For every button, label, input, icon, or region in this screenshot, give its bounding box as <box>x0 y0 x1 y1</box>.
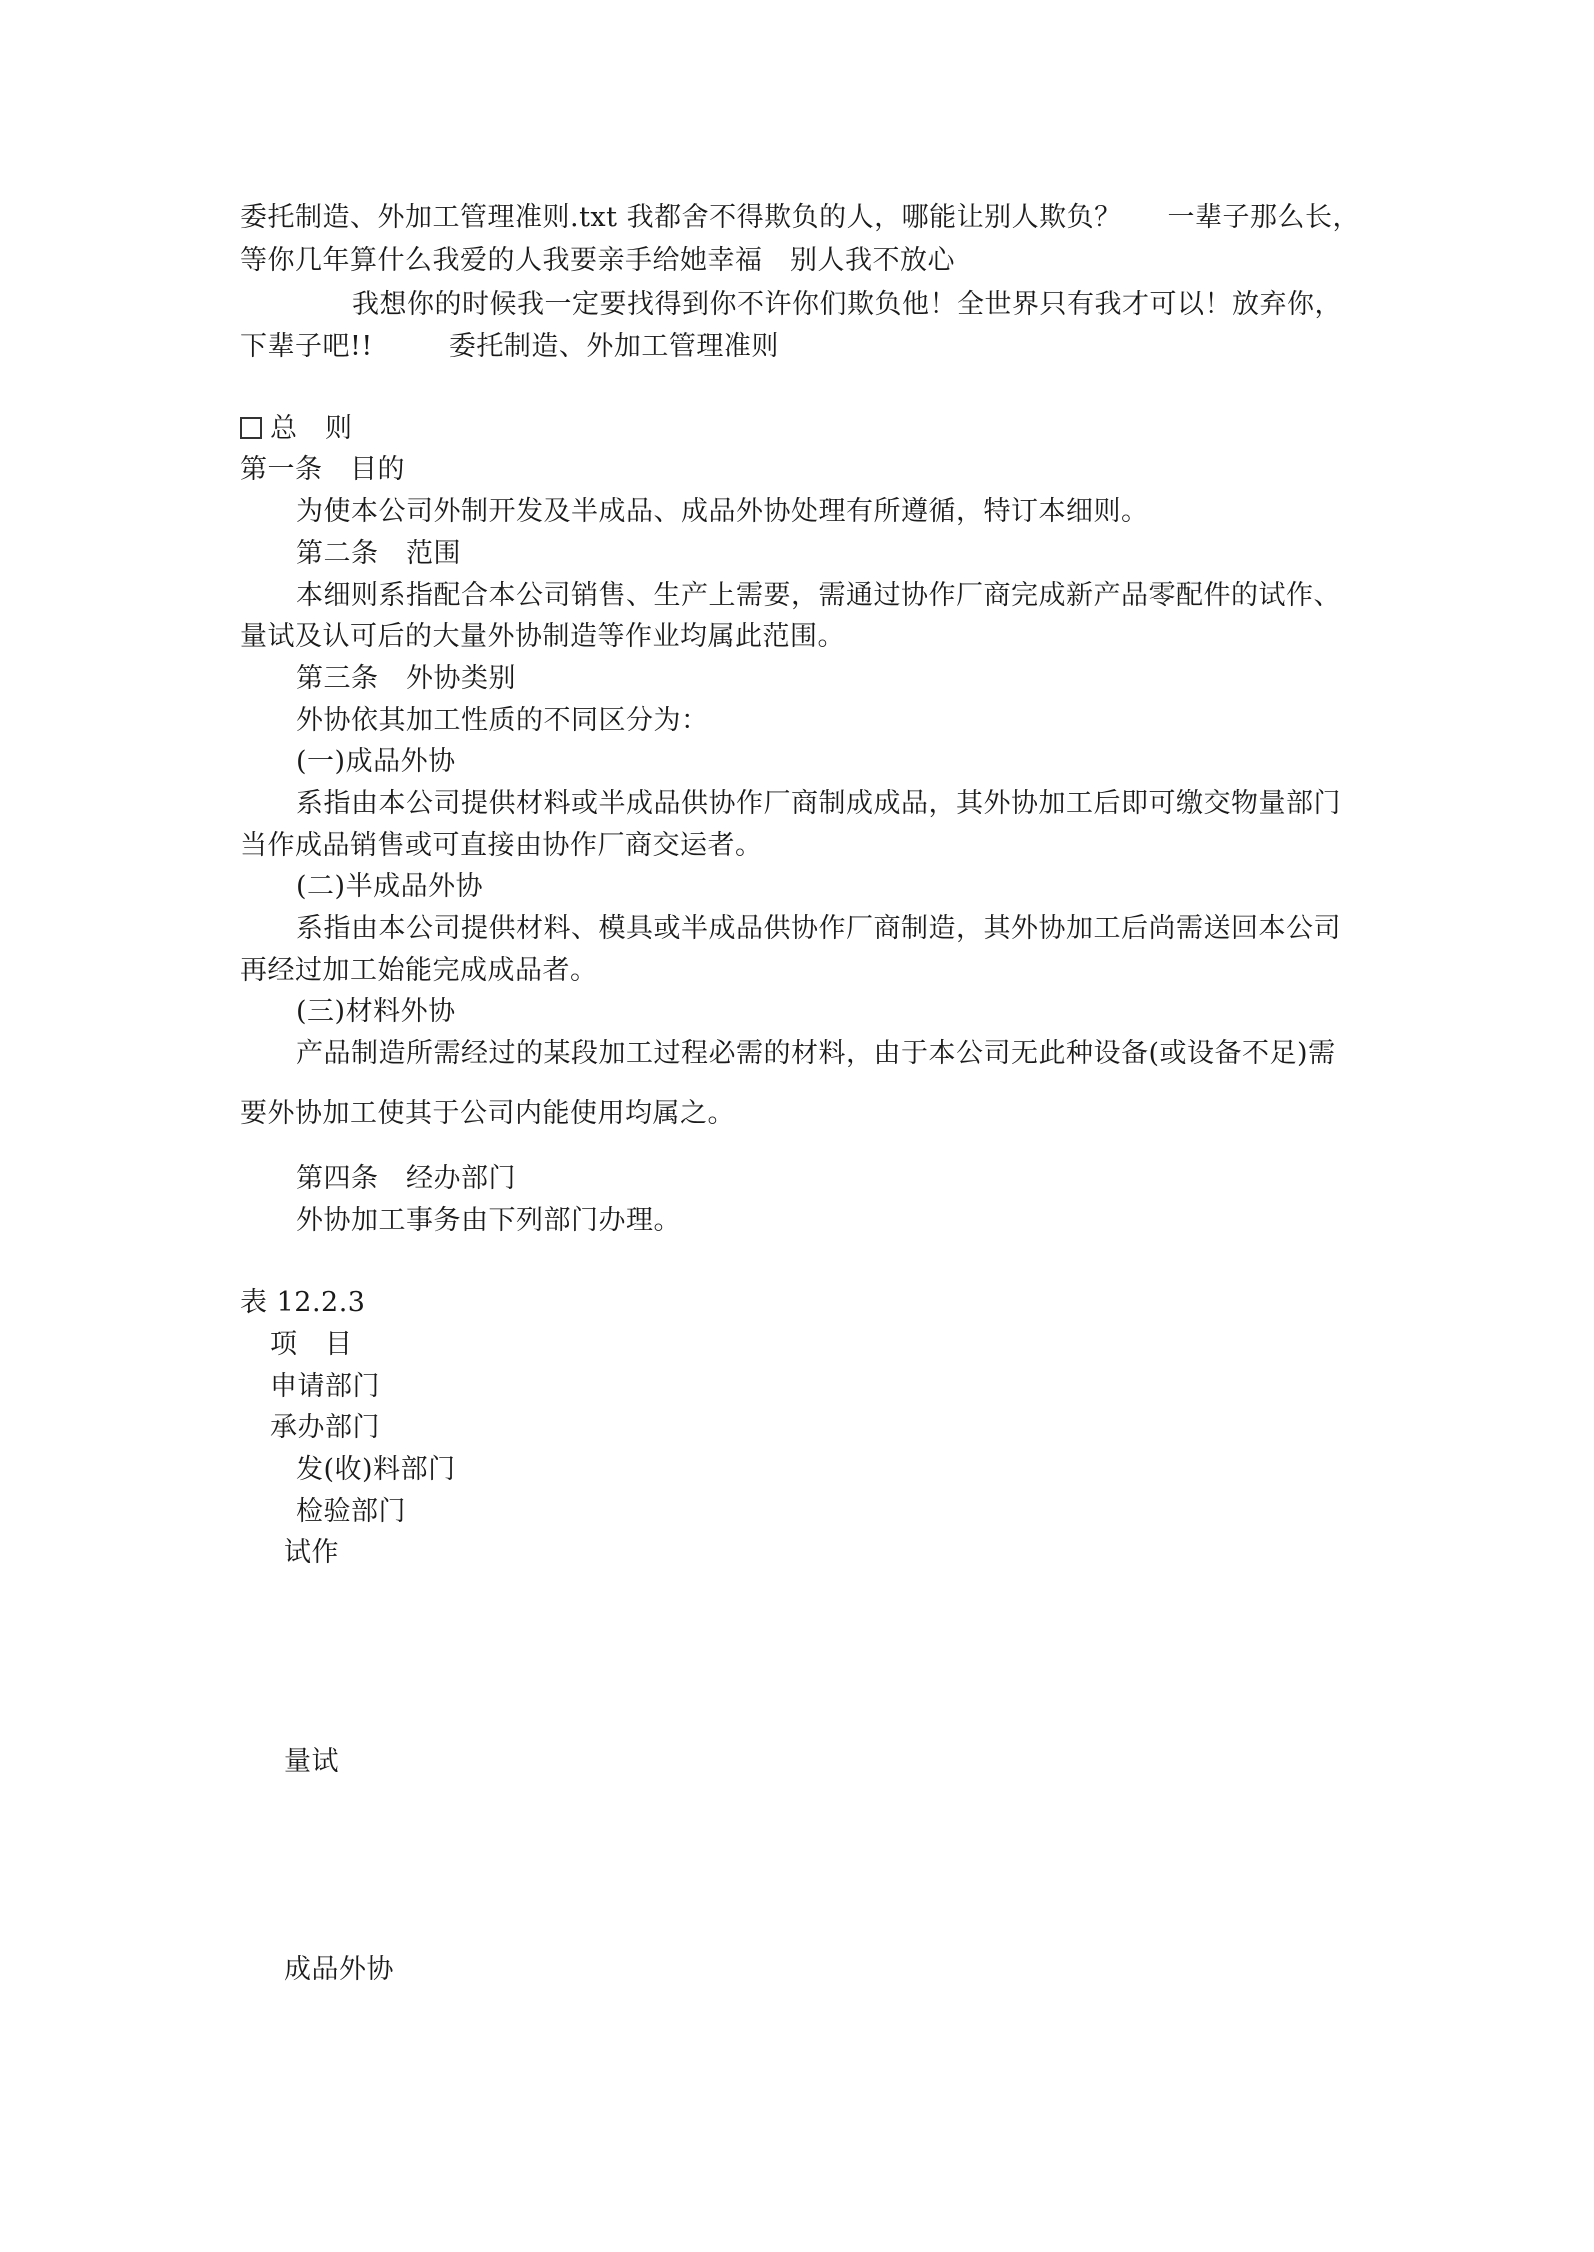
table-row-volume-trial: 量试 <box>284 1746 339 1777</box>
article-3-item-2-text-1: 系指由本公司提供材料、模具或半成品供协作厂商制造，其外协加工后尚需送回本公司 <box>296 913 1341 944</box>
article-3-title: 第三条 外协类别 <box>296 663 516 694</box>
section-title <box>240 412 353 446</box>
article-3-item-1-text-1: 系指由本公司提供材料或半成品供协作厂商制成成品，其外协加工后即可缴交物量部门 <box>296 788 1341 819</box>
article-4-title: 第四条 经办部门 <box>296 1163 516 1194</box>
table-row-finished-outsource: 成品外协 <box>284 1954 394 1985</box>
article-3-item-2-title: (二)半成品外协 <box>296 871 484 902</box>
article-3-item-1-title: (一)成品外协 <box>296 746 456 777</box>
table-header-material-dept: 发(收)料部门 <box>296 1454 456 1485</box>
article-4-text: 外协加工事务由下列部门办理。 <box>296 1205 681 1236</box>
table-header-item: 项 目 <box>270 1329 353 1360</box>
article-1-title: 第一条 目的 <box>240 454 405 485</box>
article-3-item-1-text-2: 当作成品销售或可直接由协作厂商交运者。 <box>240 830 763 861</box>
header-line-4 <box>240 330 779 364</box>
header-line-2: 等你几年算什么我爱的人我要亲手给她幸福 别人我不放心 <box>240 245 955 276</box>
header-line-4-left: 下辈子吧!! <box>240 331 373 362</box>
header-line-4-right: 委托制造、外加工管理准则 <box>448 331 779 362</box>
article-3-intro: 外协依其加工性质的不同区分为： <box>296 705 709 736</box>
article-3-item-2-text-2: 再经过加工始能完成成品者。 <box>240 955 598 986</box>
article-3-item-3-title: (三)材料外协 <box>296 996 456 1027</box>
header-line-1 <box>240 201 1360 235</box>
article-2-text-1: 本细则系指配合本公司销售、生产上需要，需通过协作厂商完成新产品零配件的试作、 <box>296 580 1341 611</box>
section-title-text: 总 则 <box>270 413 353 444</box>
article-2-title: 第二条 范围 <box>296 538 461 569</box>
table-header-inspect-dept: 检验部门 <box>296 1496 406 1527</box>
table-header-handle-dept: 承办部门 <box>270 1412 380 1443</box>
article-2-text-2: 量试及认可后的大量外协制造等作业均属此范围。 <box>240 621 845 652</box>
article-1-text: 为使本公司外制开发及半成品、成品外协处理有所遵循，特订本细则。 <box>296 496 1149 527</box>
table-header-apply-dept: 申请部门 <box>270 1371 380 1402</box>
header-line-3: 我想你的时候我一定要找得到你不许你们欺负他！全世界只有我才可以！放弃你， <box>352 289 1342 320</box>
table-row-trial: 试作 <box>284 1537 339 1568</box>
article-3-item-3-text-1: 产品制造所需经过的某段加工过程必需的材料，由于本公司无此种设备(或设备不足)需 <box>296 1038 1336 1069</box>
article-3-item-3-text-2: 要外协加工使其于公司内能使用均属之。 <box>240 1098 735 1129</box>
header-line-1-left: 委托制造、外加工管理准则.txt 我都舍不得欺负的人，哪能让别人欺负？ <box>240 202 1122 233</box>
checkbox-icon <box>240 417 262 439</box>
header-line-1-right: 一辈子那么长， <box>1167 202 1360 233</box>
table-caption: 表 12.2.3 <box>240 1287 366 1318</box>
